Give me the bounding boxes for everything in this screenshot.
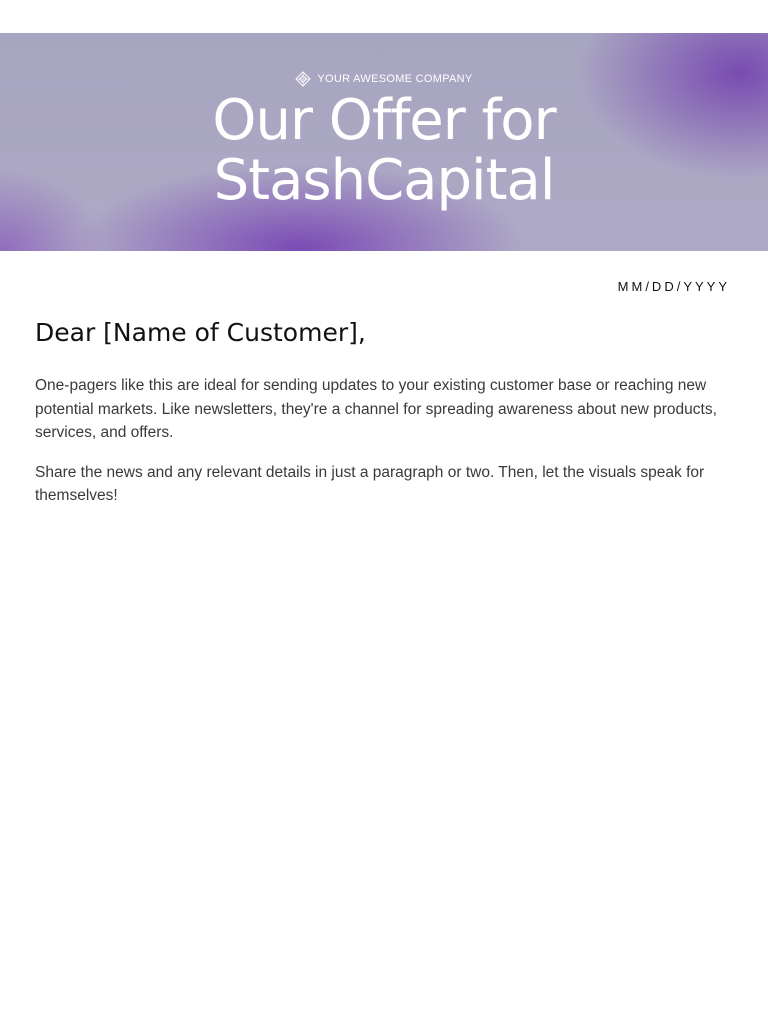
page-title [0,88,768,213]
top-margin [0,0,768,33]
salutation: Dear [Name of Customer], [35,318,366,347]
company-name: YOUR AWESOME COMPANY [317,73,473,85]
diamond-logo-icon [295,71,311,87]
title-line-2: StashCapital [213,148,555,213]
header-banner [0,33,768,251]
letter-date: MM/DD/YYYY [617,279,730,294]
company-brand [0,71,768,87]
body-paragraph: One-pagers like this are ideal for sending updates to your existing customer base or reaching new potential markets. Like newsletters, they're a channel for spreading awareness about new products, services, and offers. [35,377,717,441]
title-line-1: Our Offer for [212,88,556,153]
body-paragraph: Share the news and any relevant details in just a paragraph or two. Then, let the visuals speak for themselves! [35,463,705,504]
letter-body [35,374,735,524]
